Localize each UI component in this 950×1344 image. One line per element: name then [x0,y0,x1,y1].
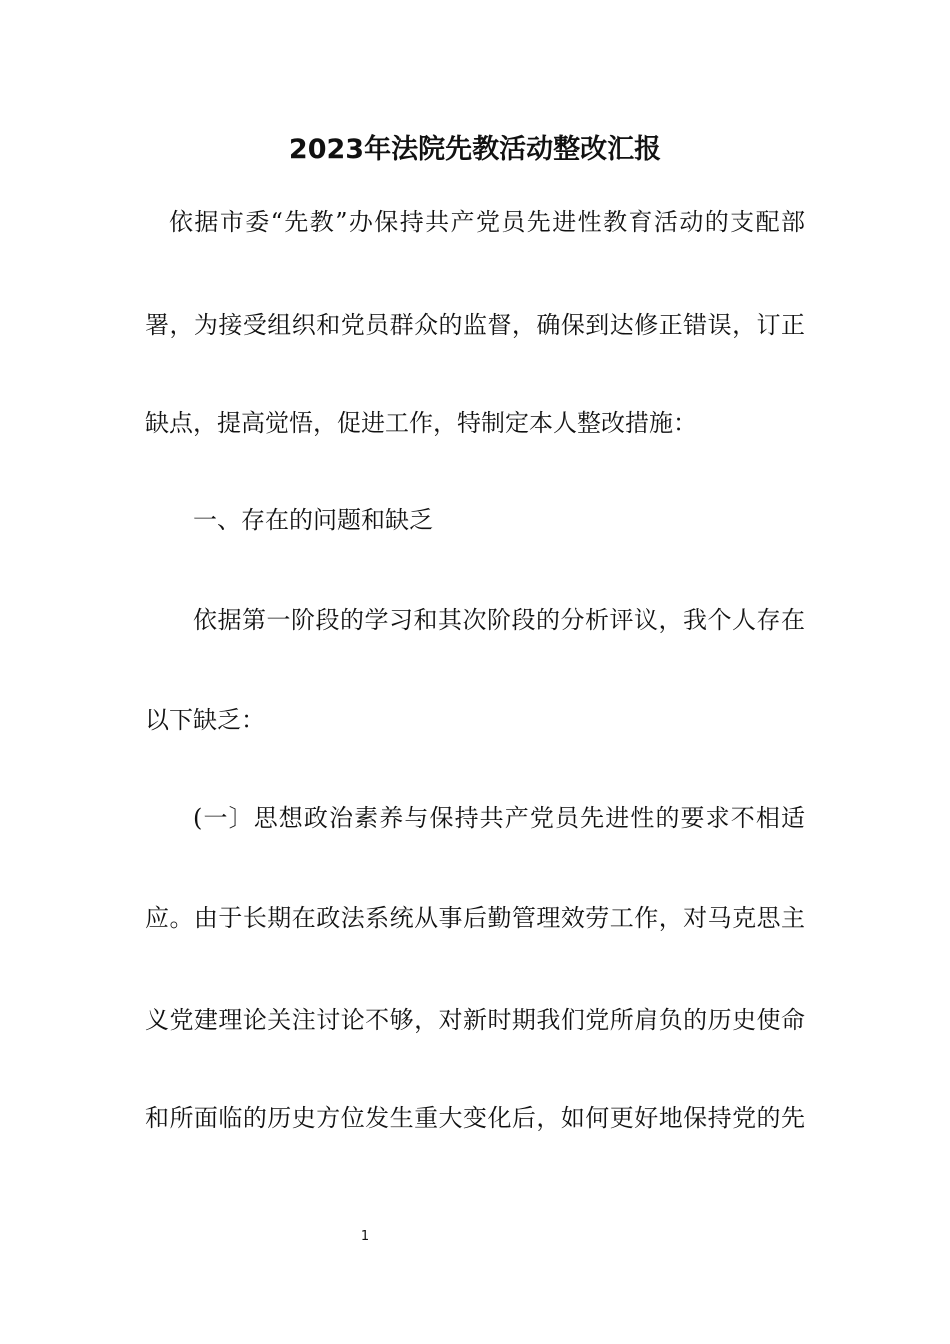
page-number: 1 [360,1229,370,1244]
paragraph-line: 依据第一阶段的学习和其次阶段的分析评议，我个人存在 [193,606,805,634]
paragraph-line: 和所面临的历史方位发生重大变化后，如何更好地保持党的先 [145,1104,805,1132]
section-heading: 一、存在的问题和缺乏 [193,506,433,534]
paragraph-line: 应。由于长期在政法系统从事后勤管理效劳工作，对马克思主 [145,904,805,932]
paragraph-line: 以下缺乏： [145,706,265,734]
paragraph-line: 依据市委“先教”办保持共产党员先进性教育活动的支配部 [169,208,805,236]
paragraph-line: 缺点，提高觉悟，促进工作，特制定本人整改措施： [145,409,697,437]
paragraph-line: (一〕思想政治素养与保持共产党员先进性的要求不相适 [193,804,805,832]
paragraph-line: 署，为接受组织和党员群众的监督，确保到达修正错误，订正 [145,311,805,339]
document-title: 2023年法院先教活动整改汇报 [288,134,662,165]
paragraph-line: 义党建理论关注讨论不够，对新时期我们党所肩负的历史使命 [145,1006,805,1034]
